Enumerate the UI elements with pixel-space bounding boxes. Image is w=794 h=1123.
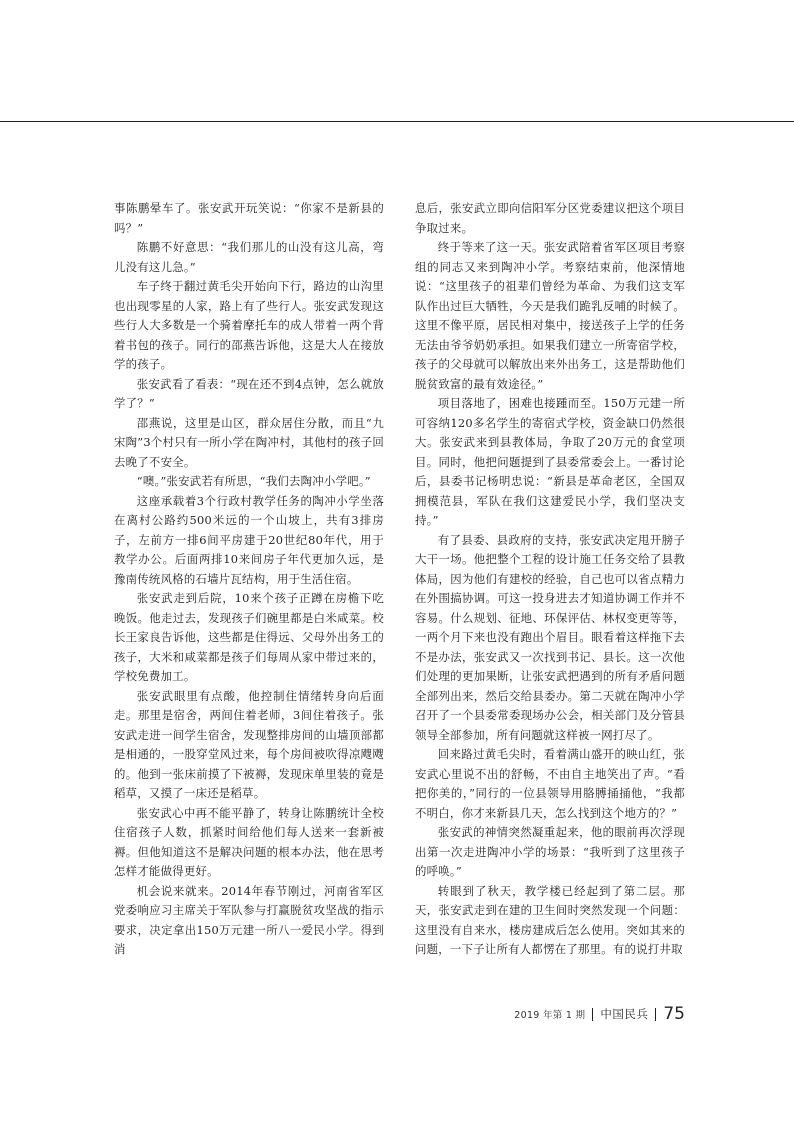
paragraph: 项目落地了，困难也接踵而至。150万元建一所可容纳120多名学生的寄宿式学校，资金缺口仍然很大。张安武来到县教体局，争取了20万元的食堂项目。同时，他把问题提到了县委常委会上。一番讨论后，县委书记杨明忠说：“新县是革命老区，全国双拥模范县，军队在我们这建爱民小学，我们坚决支持。” <box>415 396 685 527</box>
paragraph: 张安武走到后院，10来个孩子正蹲在房檐下吃晚饭。他走过去，发现孩子们碗里都是白米咸菜。校长王家良告诉他，这些都是住得远、父母外出务工的孩子，大米和咸菜都是孩子们每周从家中带过来的，学校免费加工。 <box>114 591 384 683</box>
paragraph: “噢。”张安武若有所思，“我们去陶冲小学吧。” <box>136 474 371 488</box>
paragraph: 邵燕说，这里是山区，群众居住分散，而且“九宋陶”3个村只有一所小学在陶冲村，其他村的孩子回去晚了不安全。 <box>114 415 384 469</box>
footer-divider <box>655 1008 656 1021</box>
issue-label: 2019 年第 1 期 <box>514 1010 586 1021</box>
paragraph: 车子终于翻过黄毛尖开始向下行，路边的山沟里也出现零星的人家，路上有了些行人。张安武发现这些行人大多数是一个骑着摩托车的成人带着一两个背着书包的孩子。同行的邵燕告诉他，这是大人在接放学的孩子。 <box>114 279 384 371</box>
paragraph: 陈鹏不好意思：“我们那儿的山没有这儿高，弯儿没有这儿急。” <box>114 240 384 274</box>
magazine-name: 中国民兵 <box>600 1007 649 1021</box>
paragraph: 终于等来了这一天。张安武陪着省军区项目考察组的同志又来到陶冲小学。考察结束前，他深情地说：“这里孩子的祖辈们曾经为革命、为我们这支军队作出过巨大牺牲，今天是我们跪乳反哺的时候了。这里不像平原，居民相对集中，接送孩子上学的任务无法由爷爷奶奶承担。如果我们建立一所寄宿学校，孩子的父母就可以解放出来外出务工，这是帮助他们脱贫致富的最有效途径。” <box>415 240 685 391</box>
footer-divider <box>592 1008 593 1021</box>
paragraph: 张安武眼里有点酸，他控制住情绪转身向后面走。那里是宿舍，两间住着老师，3间住着孩子。张安武走进一间学生宿舍，发现整排房间的山墙顶部都是相通的，一股穿堂风过来，每个房间被吹得凉飕飕的。他到一张床前摸了下被褥，发现床单里装的竟是稻草，又摸了一床还是稻草。 <box>114 688 384 800</box>
page-footer <box>514 1004 685 1024</box>
page-number: 75 <box>663 1004 685 1024</box>
paragraph: 张安武看了看表：“现在还不到4点钟，怎么就放学了？” <box>114 376 384 410</box>
paragraph: 这座承载着3个行政村教学任务的陶冲小学坐落在离村公路约500米远的一个山坡上，共有3排房子，左前方一排6间平房建于20世纪80年代，用于教学办公。后面两排10来间房子年代更加久远，是豫南传统风格的石墙片瓦结构，用于生活住宿。 <box>114 493 384 586</box>
paragraph: 事陈鹏晕车了。张安武开玩笑说：“你家不是新县的吗？” <box>114 201 384 235</box>
paragraph: 转眼到了秋天，教学楼已经起到了第二层。那天，张安武走到在建的卫生间时突然发现一个问题：这里没有自来水，楼房建成后怎么使用。突如其来的问题，一下子让所有人都愣在了那里。有的说打井取 <box>415 883 685 956</box>
left-column <box>114 199 384 960</box>
paragraph: 机会说来就来。2014年春节刚过，河南省军区党委响应习主席关于军队参与打赢脱贫攻坚战的指示要求，决定拿出150万元建一所八一爱民小学。得到消 <box>114 883 384 956</box>
paragraph: 回来路过黄毛尖时，看着满山盛开的映山红，张安武心里说不出的舒畅，不由自主地笑出了声。“看把你美的，”同行的一位县领导用胳膊捅捅他，“我都不明白，你才来新县几天，怎么找到这个地方的？” <box>415 747 685 820</box>
paragraph: 有了县委、县政府的支持，张安武决定甩开膀子大干一场。他把整个工程的设计施工任务交给了县教体局，因为他们有建校的经验，自己也可以省点精力在外围搞协调。可这一投身进去才知道协调工作并不容易。什么规划、征地、环保评估、林权变更等等，一两个月下来也没有跑出个眉目。眼看着这样拖下去不是办法，张安武又一次找到书记、县长。这一次他们处理的更加果断，让张安武把遇到的所有矛盾问题全部列出来，然后交给县委办。第二天就在陶冲小学召开了一个县委常委现场办公会，相关部门及分管县领导全部参加，所有问题就这样被一网打尽了。 <box>415 532 685 742</box>
right-column <box>415 199 685 960</box>
paragraph: 息后，张安武立即向信阳军分区党委建议把这个项目争取过来。 <box>415 201 685 235</box>
paragraph: 张安武的神情突然凝重起来，他的眼前再次浮现出第一次走进陶冲小学的场景：“我听到了这里孩子的呼唤。” <box>415 825 685 878</box>
paragraph: 张安武心中再不能平静了，转身让陈鹏统计全校住宿孩子人数，抓紧时间给他们每人送来一套新被褥。但他知道这不是解决问题的根本办法，他在思考怎样才能做得更好。 <box>114 805 384 878</box>
header-rule <box>0 121 794 122</box>
